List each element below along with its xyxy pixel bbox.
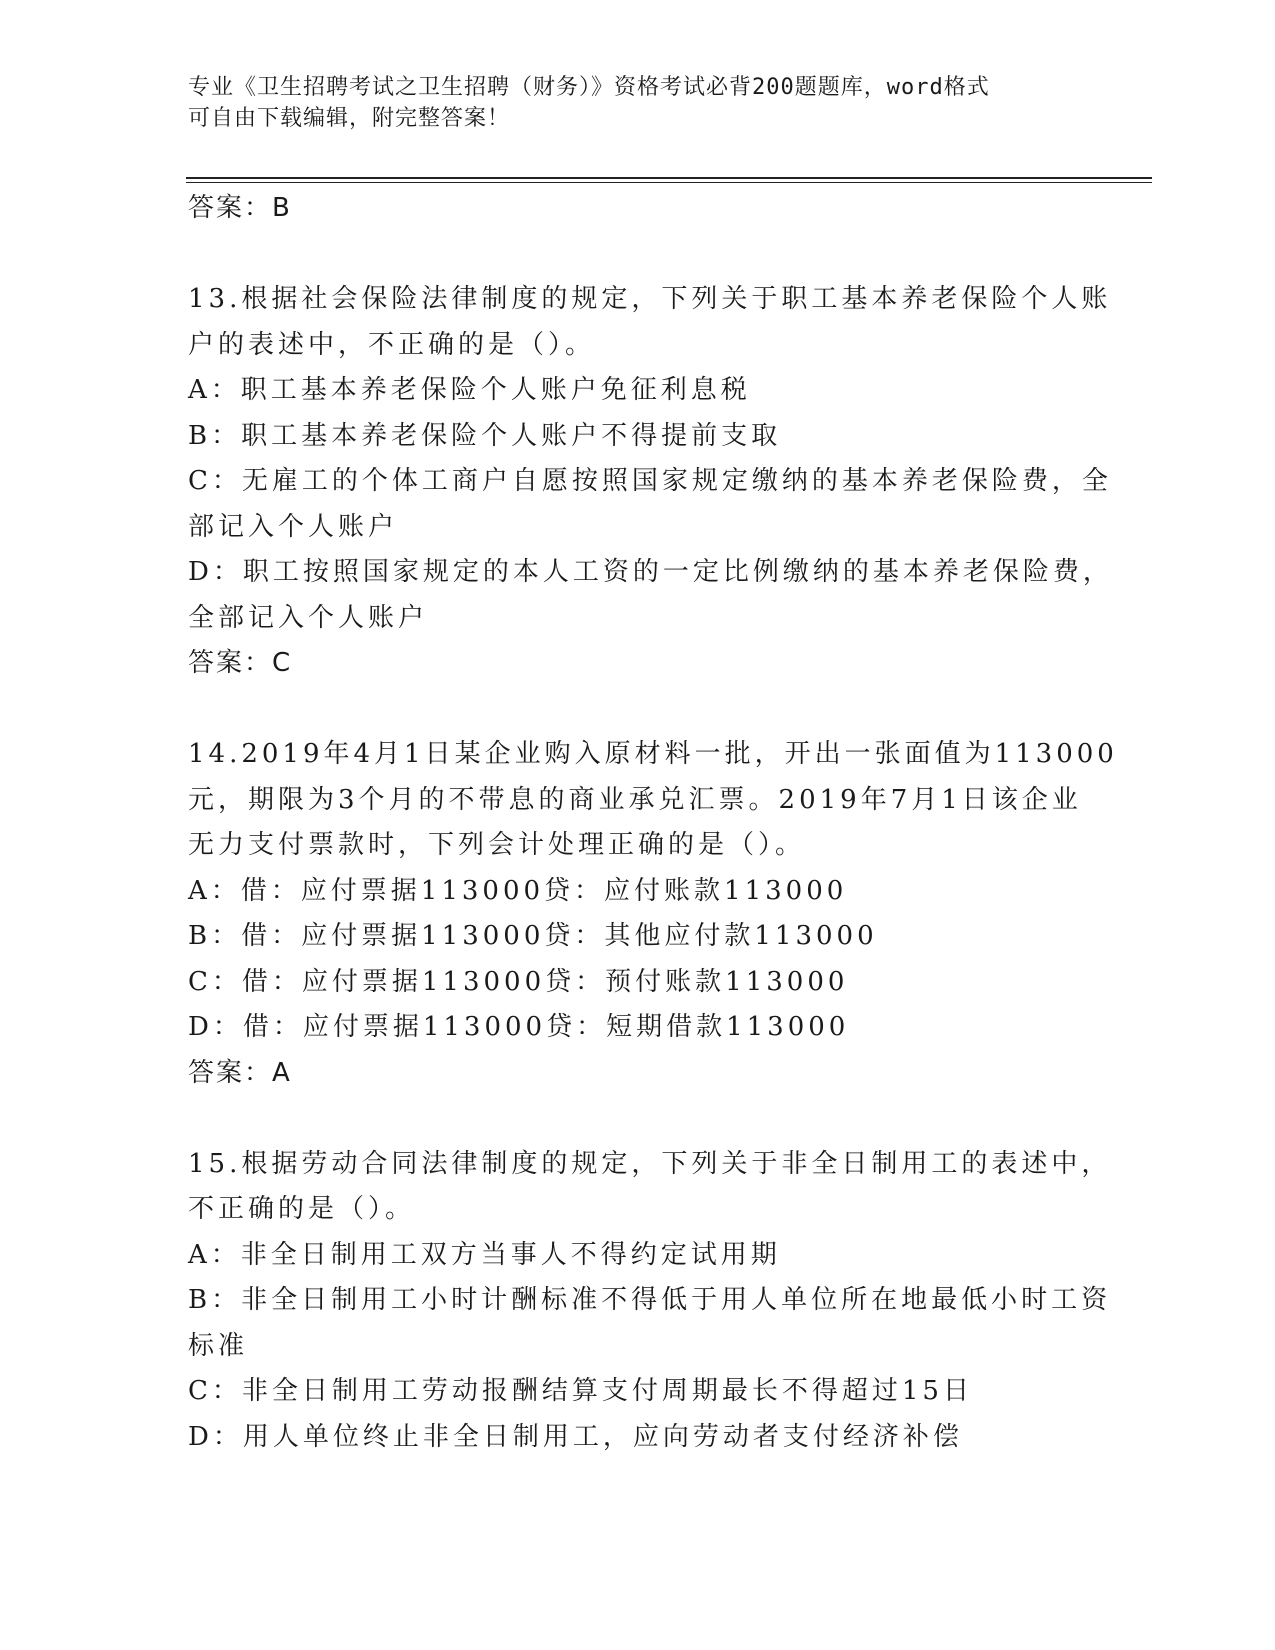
header-line-1: 专业《卫生招聘考试之卫生招聘（财务）》资格考试必背200题题库，word格式 xyxy=(188,75,990,100)
spacer xyxy=(188,687,1068,733)
answer-q12: 答案：B xyxy=(188,193,292,223)
question-text-line: 无力支付票款时，下列会计处理正确的是（）。 xyxy=(188,830,806,860)
option-d-continued: 全部记入个人账户 xyxy=(188,602,429,633)
question-text-line: 15.根据劳动合同法律制度的规定，下列关于非全日制用工的表述中， xyxy=(188,1148,1112,1179)
question-text-line: 14.2019年4月1日某企业购入原材料一批，开出一张面值为113000 xyxy=(188,739,1118,769)
header-line-2: 可自由下载编辑，附完整答案！ xyxy=(188,106,511,131)
option-a: A：职工基本养老保险个人账户免征利息税 xyxy=(188,375,751,405)
spacer xyxy=(188,232,1068,278)
option-b: B：职工基本养老保险个人账户不得提前支取 xyxy=(188,420,782,451)
header-rule-thin xyxy=(186,182,1152,183)
header-rule-thick xyxy=(186,177,1152,179)
answer-q13: 答案：C xyxy=(188,648,293,678)
option-d: D：职工按照国家规定的本人工资的一定比例缴纳的基本养老保险费， xyxy=(188,557,1113,587)
option-a: A：非全日制用工双方当事人不得约定试用期 xyxy=(188,1239,781,1270)
question-15 xyxy=(188,1142,1112,1461)
question-text-line: 户的表述中，不正确的是（）。 xyxy=(188,329,596,360)
option-a: A：借：应付票据113000贷：应付账款113000 xyxy=(188,875,848,906)
option-b: B：非全日制用工小时计酬标准不得低于用人单位所在地最低小时工资 xyxy=(188,1285,1112,1315)
page-header xyxy=(188,72,1088,134)
option-c: C：无雇工的个体工商户自愿按照国家规定缴纳的基本养老保险费，全 xyxy=(188,466,1112,496)
question-13 xyxy=(188,277,1113,687)
document-body xyxy=(188,186,1118,1460)
option-c-continued: 部记入个人账户 xyxy=(188,511,399,542)
option-b: B：借：应付票据113000贷：其他应付款113000 xyxy=(188,921,878,951)
option-b-continued: 标准 xyxy=(188,1330,249,1361)
spacer xyxy=(188,1096,1068,1142)
question-14 xyxy=(188,732,1118,1096)
option-d: D：借：应付票据113000贷：短期借款113000 xyxy=(188,1012,850,1042)
option-d: D：用人单位终止非全日制用工，应向劳动者支付经济补偿 xyxy=(188,1421,963,1452)
question-text-line: 元，期限为3个月的不带息的商业承兑汇票。2019年7月1日该企业 xyxy=(188,784,1082,815)
question-text-line: 13.根据社会保险法律制度的规定，下列关于职工基本养老保险个人账 xyxy=(188,284,1112,314)
option-c: C：借：应付票据113000贷：预付账款113000 xyxy=(188,966,849,997)
answer-q14: 答案：A xyxy=(188,1057,292,1088)
option-c: C：非全日制用工劳动报酬结算支付周期最长不得超过15日 xyxy=(188,1376,973,1406)
question-text-line: 不正确的是（）。 xyxy=(188,1194,416,1224)
